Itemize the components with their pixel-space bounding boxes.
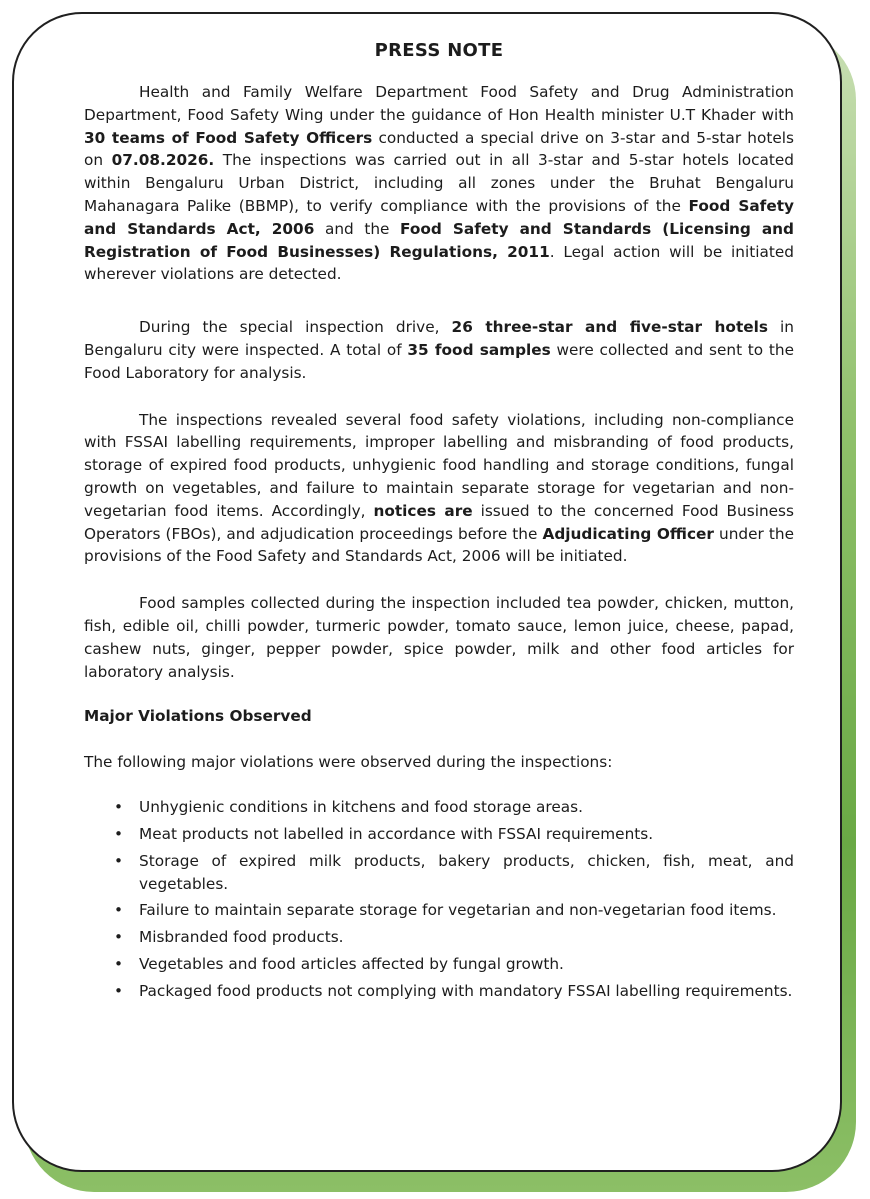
list-item: • Failure to maintain separate storage for vegetarian and non-vegetarian food items. — [139, 899, 794, 922]
list-item: • Meat products not labelled in accordance with FSSAI requirements. — [139, 823, 794, 846]
list-item: • Vegetables and food articles affected by fungal growth. — [139, 953, 794, 976]
paragraph-inspection-count: During the special inspection drive, 26 three-star and five-star hotels in Bengaluru city were inspected. A total of 35 food samples were collected and sent to the Food Laboratory for analysis. — [84, 318, 795, 382]
press-note-body — [84, 40, 794, 1007]
violations-list — [84, 796, 794, 1002]
violations-heading: Major Violations Observed — [84, 707, 312, 726]
list-item: • Misbranded food products. — [139, 926, 794, 949]
page-title: PRESS NOTE — [374, 40, 504, 61]
list-item: • Storage of expired milk products, bakery products, chicken, fish, meat, and vegetables. — [139, 850, 794, 896]
paragraph-drive-overview: Health and Family Welfare Department Food Safety and Drug Administration Department, Food Safety Wing under the guidance of Hon Health minister U.T Khader with 30 teams of Food Safety Officers conducted a special drive on 3-star and 5-star hotels on 07.08.2026. The inspections was carried out in all 3-star and 5-star hotels located within Bengaluru Urban District, including all zones under the Bruhat Bengaluru Mahanagara Palike (BBMP), to verify compliance with the provisions of the Food Safety and Standards Act, 2006 and the Food Safety and Standards (Licensing and Registration of Food Businesses) Regulations, 2011. Legal action will be initiated wherever violations are detected. — [84, 83, 794, 284]
paragraph-violations-summary: The inspections revealed several food safety violations, including non-compliance with FSSAI labelling requirements, improper labelling and misbranding of food products, storage of expired food products, unhygienic food handling and storage conditions, fungal growth on vegetables, and failure to maintain separate storage for vegetarian and non-vegetarian food items. Accordingly, notices are issued to the concerned Food Business Operators (FBOs), and adjudication proceedings before the Adjudicating Officer under the provisions of the Food Safety and Standards Act, 2006 will be initiated. — [84, 410, 794, 566]
list-item: • Packaged food products not complying with mandatory FSSAI labelling requirements. — [139, 980, 794, 1003]
paragraph-food-samples: Food samples collected during the inspection included tea powder, chicken, mutton, fish, edible oil, chilli powder, turmeric powder, tomato sauce, lemon juice, cheese, papad, cashew nuts, ginger, pepper powder, spice powder, milk and other food articles for laboratory analysis. — [84, 594, 794, 681]
list-item: • Unhygienic conditions in kitchens and food storage areas. — [139, 796, 794, 819]
violations-intro: The following major violations were observed during the inspections: — [84, 753, 613, 772]
